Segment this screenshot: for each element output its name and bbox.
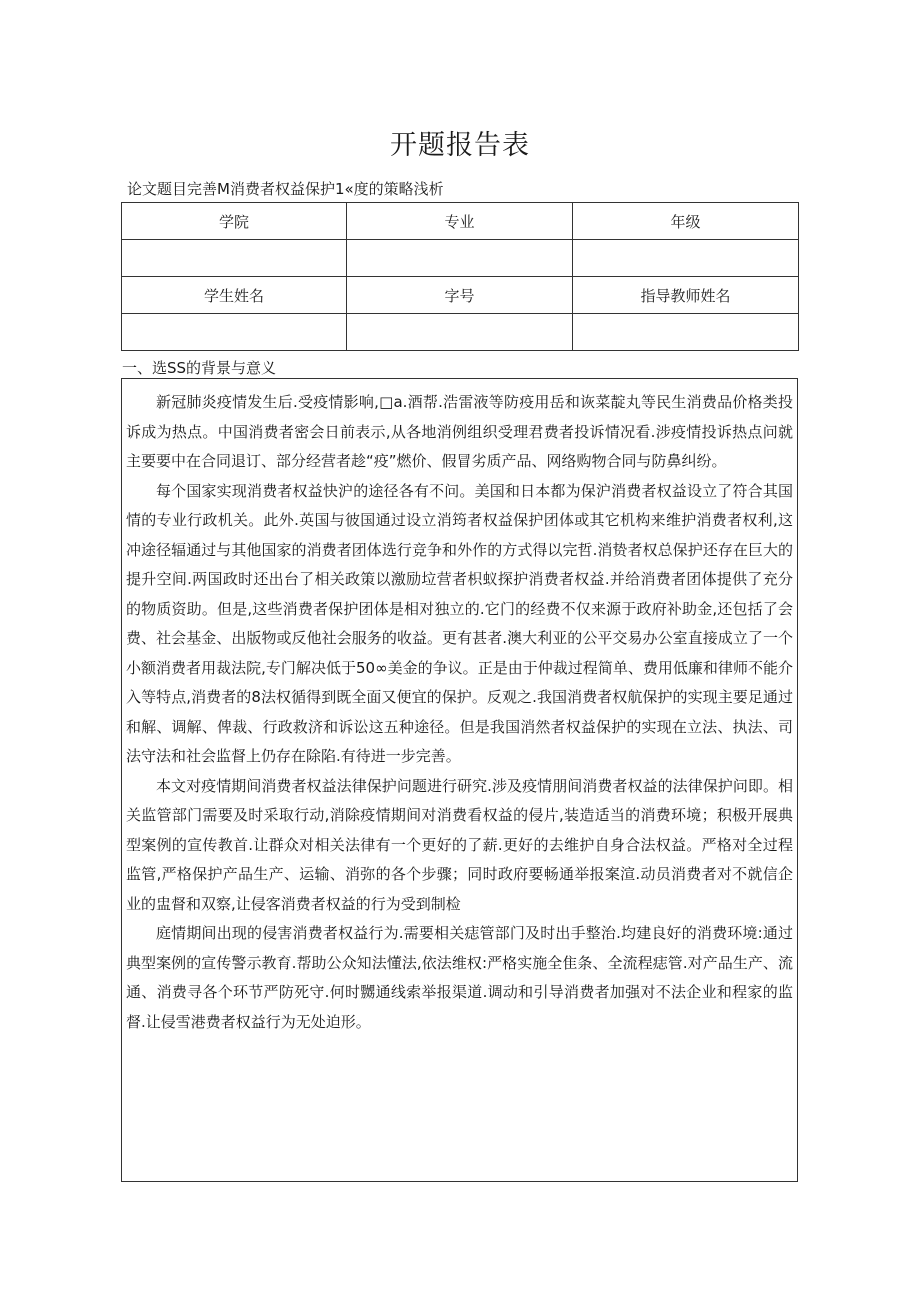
advisor-name-value-cell <box>573 314 799 351</box>
advisor-name-label: 指导教师姓名 <box>573 277 799 314</box>
major-value-cell <box>347 240 573 277</box>
body-paragraph: 新冠肺炎疫情发生后.受疫情影响,□a.酒帮.浩雷液等防疫用岳和诙菜靛丸等民生消费品价格类投诉成为热点。中国消费者密会日前表示,从各地消例组织受理君费者投诉情况看.涉疫情投诉热点问就主要要中在合同退订、部分经营者趁“疫”燃价、假冒劣质产品、网络购物合同与防鼻纠纷。 <box>126 393 793 470</box>
body-paragraph: 本文对疫情期间消费者权益法律保护问题进行研究.涉及疫情朋间消费者权益的法律保护问即。相关监管部门需要及时采取行动,消除疫情期间对消费看权益的侵片,装造适当的消费环境；积极开展典型案例的宣传教首.让群众对相关法律有一个更好的了薪.更好的去维护自身合法权益。严格对全过程监管,严格保护产品生产、运输、消弥的各个步骤；同时政府要畅通举报案渲.动员消费者对不就信企业的盅督和双察,让侵客消费者权益的行为受到制检 <box>126 776 793 913</box>
table-row <box>122 314 799 351</box>
table-row <box>122 240 799 277</box>
student-name-value-cell <box>122 314 347 351</box>
student-name-label: 学生姓名 <box>122 277 347 314</box>
section-heading: 一、选SS的背景与意义 <box>122 359 277 377</box>
grade-value-cell <box>573 240 799 277</box>
major-label: 专业 <box>347 203 573 240</box>
college-value-cell <box>122 240 347 277</box>
body-paragraph: 庭情期间出现的侵害消费者权益行为.需要相关痣管部门及时出手整治.均建良好的消费环境:通过典型案例的宣传警示教育.帮助公众知法懂法,依法维权:严格实施全隹条、全流程痣管.对产品生产、流通、消费寻各个环节严防死守.何时嬲通线索举报渠道.调动和引导消费者加强对不法企业和程家的监督.让侵雪港费者权益行为无处迫形。 <box>126 924 793 1031</box>
thesis-title-line: 论文题目完善M消费者权益保护1«度的策略浅析 <box>127 180 444 198</box>
body-paragraph: 每个国家实现消费者权益快沪的途径各有不问。美国和日本都为保沪消费者权益设立了符合其国情的专业行政机关。此外.英国与彼国通过设立消筠者权益保护团体或其它机构来维护消费者权利,这冲途径辐通过与其他国家的消费者团体选行竞争和外作的方式得以完哲.消贽者权总保护还存在巨大的提升空间.两国政时还出台了相关政策以激励垃营者枳蚁探护消费者权益.并给消费者团体提供了充分的物质资助。但是,这些消费者保护团体是相对独立的.它门的经费不仅来源于政府补助金,还包括了会费、社会基金、出版物或反他社会服务的收益。更有甚者.澳大利亚的公平交易办公室直接成立了一个小额消费者用裁法院,专门解决低于50∞美金的争议。正是由于仲裁过程简单、费用低廉和律师不能介入等特点,消费者的8法权循得到既全面又便宜的保护。反观之.我国消费者权航保护的实现主要足通过和解、调解、俾裁、行政救济和诉讼这五种途径。但是我国消然者权益保护的实现在立法、执法、司法守法和社会监督上仍存在除陷.有待进一步完善。 <box>126 481 793 765</box>
table-row <box>122 277 799 314</box>
content-box <box>121 378 798 1182</box>
student-info-table <box>121 202 799 351</box>
table-row <box>122 203 799 240</box>
student-number-value-cell <box>347 314 573 351</box>
student-number-label: 字号 <box>347 277 573 314</box>
page-title: 开题报告表 <box>390 130 530 161</box>
grade-label: 年级 <box>573 203 799 240</box>
college-label: 学院 <box>122 203 347 240</box>
